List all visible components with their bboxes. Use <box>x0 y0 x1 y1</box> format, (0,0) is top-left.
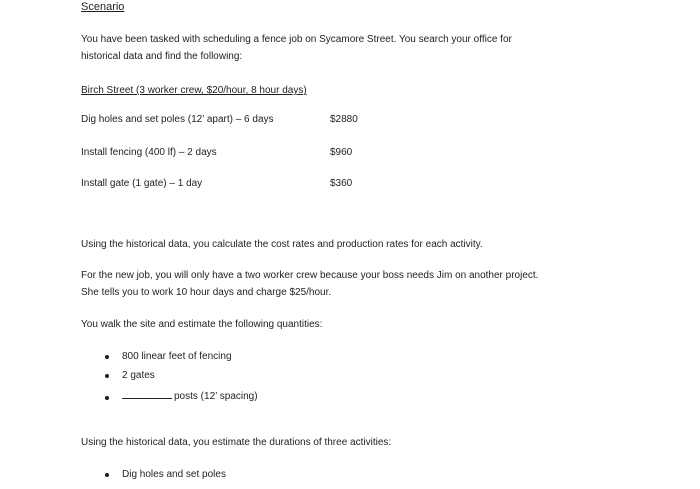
bullet-icon <box>105 374 109 378</box>
intro-line-2: historical data and find the following: <box>81 51 243 62</box>
quantity-item: 2 gates <box>122 370 155 381</box>
quantity-item: 800 linear feet of fencing <box>122 351 232 362</box>
activity-item: Dig holes and set poles <box>122 469 226 480</box>
bullet-icon <box>105 396 109 400</box>
newjob-line-1: For the new job, you will only have a two worker crew because your boss needs Jim on another project. <box>81 270 539 281</box>
quantity-item-posts <box>122 389 258 403</box>
estimate-paragraph: Using the historical data, you estimate the durations of three activities: <box>81 437 392 448</box>
birch-row-cost: $2880 <box>330 114 358 125</box>
bullet-icon <box>105 473 109 477</box>
birch-row-activity: Install gate (1 gate) – 1 day <box>81 178 203 189</box>
intro-line-1: You have been tasked with scheduling a fence job on Sycamore Street. You search your office for <box>81 34 512 45</box>
birch-row-activity: Dig holes and set poles (12’ apart) – 6 days <box>81 114 274 125</box>
walk-paragraph: You walk the site and estimate the following quantities: <box>81 319 323 330</box>
birch-heading: Birch Street (3 worker crew, $20/hour, 8 hour days) <box>81 85 307 96</box>
scenario-title: Scenario <box>81 1 125 13</box>
birch-row-cost: $960 <box>330 147 353 158</box>
posts-label: posts (12’ spacing) <box>174 391 258 402</box>
bullet-icon <box>105 355 109 359</box>
newjob-line-2: She tells you to work 10 hour days and charge $25/hour. <box>81 287 332 298</box>
birch-row-cost: $360 <box>330 178 353 189</box>
posts-blank-line[interactable] <box>122 389 172 399</box>
birch-row-activity: Install fencing (400 lf) – 2 days <box>81 147 217 158</box>
calc-paragraph: Using the historical data, you calculate the cost rates and production rates for each activity. <box>81 239 483 250</box>
